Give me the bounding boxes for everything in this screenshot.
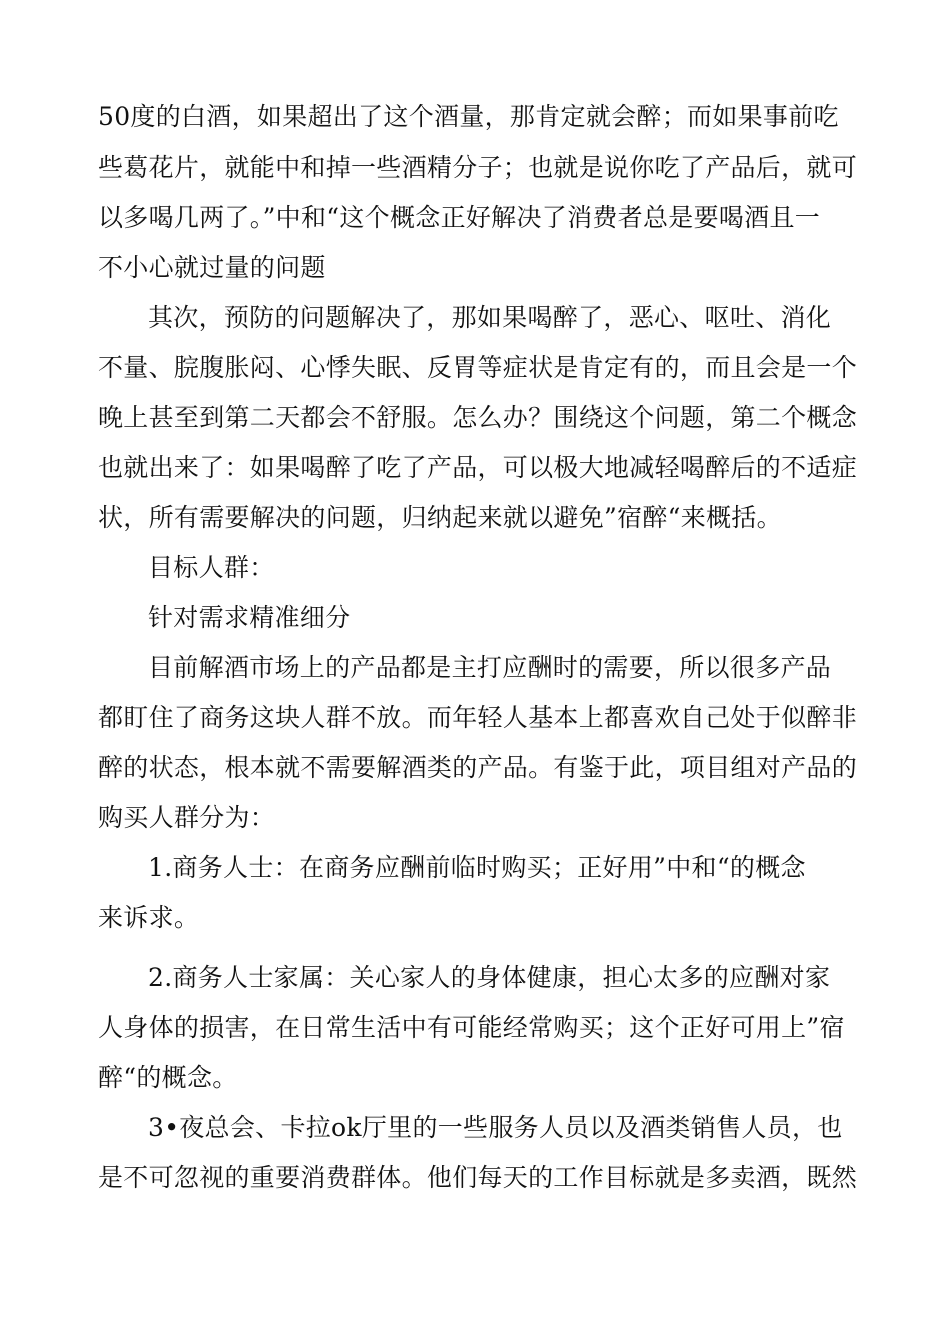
text-line-20: 醉“的概念。 [98, 1063, 238, 1092]
text-line-14: 醉的状态，根本就不需要解酒类的产品。有鉴于此，项目组对产品的 [98, 753, 858, 782]
text-line-10: 目标人群： [148, 553, 275, 582]
text-line-13: 都盯住了商务这块人群不放。而年轻人基本上都喜欢自己处于似醉非 [98, 703, 858, 732]
text-line-1: 50度的白酒，如果超出了这个酒量，那肯定就会醉；而如果事前吃 [98, 102, 839, 131]
text-line-18: 2.商务人士家属：关心家人的身体健康，担心太多的应酬对家 [148, 963, 831, 992]
text-line-16: 1.商务人士：在商务应酬前临时购买；正好用”中和“的概念 [148, 853, 806, 882]
text-line-11: 针对需求精准细分 [148, 603, 351, 632]
text-line-9: 状，所有需要解决的问题，归纳起来就以避免”宿醉“来概括。 [98, 503, 782, 532]
text-line-7: 晚上甚至到第二天都会不舒服。怎么办？围绕这个问题，第二个概念 [98, 403, 858, 432]
text-line-5: 其次，预防的问题解决了，那如果喝醉了，恶心、呕吐、消化 [148, 303, 832, 332]
text-line-19: 人身体的损害，在日常生活中有可能经常购买；这个正好可用上”宿 [98, 1013, 845, 1042]
text-line-17: 来诉求。 [98, 903, 200, 932]
text-line-15: 购买人群分为： [98, 803, 276, 832]
text-line-3: 以多喝几两了。”中和“这个概念正好解决了消费者总是要喝酒且一 [98, 203, 821, 232]
text-line-21: 3•夜总会、卡拉ok厅里的一些服务人员以及酒类销售人员，也 [148, 1113, 843, 1142]
text-line-4: 不小心就过量的问题 [98, 253, 326, 282]
text-line-2: 些葛花片，就能中和掉一些酒精分子；也就是说你吃了产品后，就可 [98, 153, 858, 182]
text-line-6: 不量、脘腹胀闷、心悸失眠、反胃等症状是肯定有的，而且会是一个 [98, 353, 858, 382]
text-line-8: 也就出来了：如果喝醉了吃了产品，可以极大地减轻喝醉后的不适症 [98, 453, 858, 482]
text-line-12: 目前解酒市场上的产品都是主打应酬时的需要，所以很多产品 [148, 653, 832, 682]
text-line-22: 是不可忽视的重要消费群体。他们每天的工作目标就是多卖酒，既然 [98, 1163, 858, 1192]
